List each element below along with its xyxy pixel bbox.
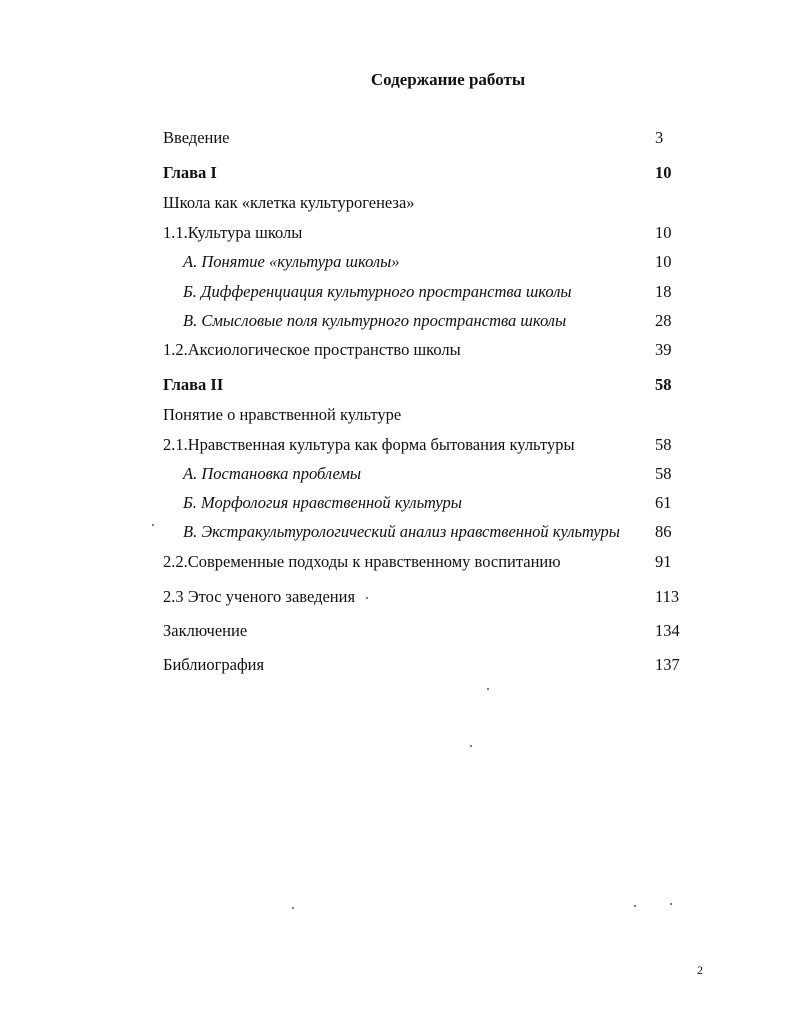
scan-speck	[470, 745, 472, 747]
toc-label: 2.3 Этос ученого заведения	[163, 587, 356, 606]
toc-page-number: 134	[655, 621, 680, 640]
toc-label: Библиография	[163, 655, 265, 674]
toc-label: 1.2.Аксиологическое пространство школы	[163, 340, 461, 359]
toc-page-number: 137	[655, 655, 680, 674]
toc-page-number: 28	[655, 311, 672, 330]
toc-label: Понятие о нравственной культуре	[163, 405, 402, 424]
scan-speck	[152, 524, 154, 526]
toc-page-number: 58	[655, 375, 672, 394]
toc-page-number: 10	[655, 163, 672, 182]
toc-label: Глава I	[163, 163, 217, 182]
page-number: 2	[697, 963, 703, 977]
toc-page-number: 58	[655, 435, 672, 454]
toc-entry-chapter-2-title	[0, 404, 792, 426]
toc-page-number: 3	[655, 128, 664, 147]
scan-speck	[670, 903, 672, 905]
toc-page-number: 10	[655, 223, 672, 242]
scan-speck	[366, 597, 368, 599]
toc-label: В. Смысловые поля культурного пространства школы	[183, 311, 567, 330]
toc-label: В. Экстракультурологический анализ нравственной культуры	[183, 522, 620, 541]
toc-entry-bibliography	[0, 654, 792, 676]
toc-entry-subsection-v	[0, 310, 792, 332]
toc-entry-section-2-2	[0, 551, 792, 573]
toc-label: 1.1.Культура школы	[163, 223, 303, 242]
toc-page-number: 113	[655, 587, 680, 606]
toc-label: А. Постановка проблемы	[183, 464, 362, 483]
scan-speck	[292, 907, 294, 909]
toc-entry-chapter-1-title	[0, 192, 792, 214]
toc-label: 2.2.Современные подходы к нравственному воспитанию	[163, 552, 561, 571]
toc-entry-introduction	[0, 127, 792, 149]
toc-page-number: 61	[655, 493, 672, 512]
scan-speck	[634, 905, 636, 907]
toc-label: 2.1.Нравственная культура как форма бытования культуры	[163, 435, 575, 454]
toc-label: Б. Морфология нравственной культуры	[183, 493, 462, 512]
toc-label: Введение	[163, 128, 230, 147]
toc-entry-subsection-b-2	[0, 492, 792, 514]
toc-page-number: 10	[655, 252, 672, 271]
toc-entry-section-2-3	[0, 586, 792, 608]
toc-page-number: 58	[655, 464, 672, 483]
toc-entry-subsection-v-2	[0, 521, 792, 543]
toc-entry-section-1-2	[0, 339, 792, 361]
toc-page-number: 39	[655, 340, 672, 359]
toc-entry-subsection-a-2	[0, 463, 792, 485]
toc-entry-subsection-b	[0, 281, 792, 303]
page-title: Содержание работы	[370, 70, 526, 89]
toc-label: Школа как «клетка культурогенеза»	[163, 193, 415, 212]
toc-page-number: 91	[655, 552, 672, 571]
toc-label: Б. Дифференциация культурного пространства школы	[183, 282, 572, 301]
toc-entry-section-2-1	[0, 434, 792, 456]
scan-speck	[487, 688, 489, 690]
toc-entry-chapter-2	[0, 374, 792, 396]
toc-label: А. Понятие «культура школы»	[183, 252, 400, 271]
toc-page-number: 86	[655, 522, 672, 541]
toc-entry-conclusion	[0, 620, 792, 642]
toc-label: Заключение	[163, 621, 248, 640]
toc-label: Глава II	[163, 375, 224, 394]
toc-entry-subsection-a	[0, 251, 792, 273]
toc-entry-section-1-1	[0, 222, 792, 244]
toc-page-number: 18	[655, 282, 672, 301]
toc-entry-chapter-1	[0, 162, 792, 184]
